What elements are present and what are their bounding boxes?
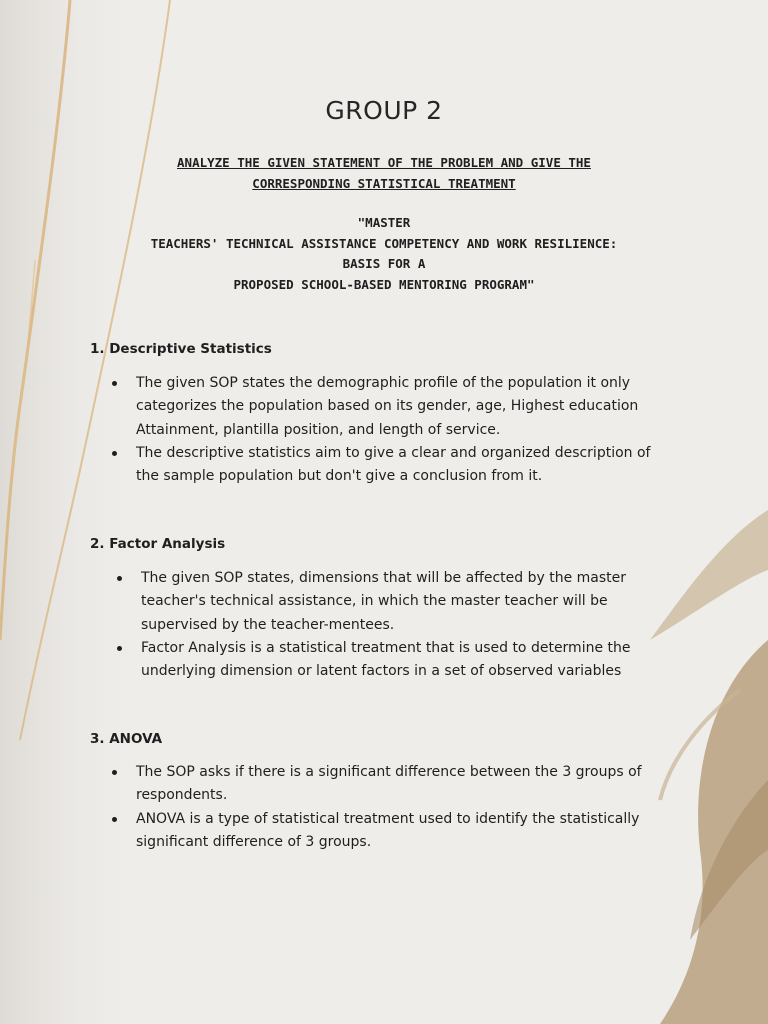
document-title: GROUP 2 bbox=[325, 96, 443, 125]
list-item-text: Factor Analysis is a statistical treatment that is used to determine the underlying dimension or latent factors in a set of observed variables bbox=[141, 639, 631, 680]
bullet-icon bbox=[112, 817, 117, 822]
list-item-text: The descriptive statistics aim to give a clear and organized description of the sample population but don't give a conclusion from it. bbox=[136, 444, 651, 485]
bullet-icon bbox=[117, 576, 122, 581]
bullet-icon bbox=[112, 770, 117, 775]
research-title-line: TEACHERS' TECHNICAL ASSISTANCE COMPETENCY AND WORK RESILIENCE: bbox=[150, 235, 618, 251]
research-title-line: BASIS FOR A bbox=[342, 256, 426, 271]
list-item bbox=[117, 567, 677, 637]
list-item bbox=[112, 808, 672, 855]
list-item bbox=[117, 637, 677, 684]
list-item bbox=[112, 372, 672, 442]
instruction-line: ANALYZE THE GIVEN STATEMENT OF THE PROBLEM AND GIVE THE bbox=[177, 155, 591, 170]
bullet-list bbox=[112, 761, 672, 854]
research-title-line: PROPOSED SCHOOL-BASED MENTORING PROGRAM" bbox=[233, 276, 535, 292]
list-item bbox=[112, 442, 672, 489]
bullet-icon bbox=[112, 381, 117, 386]
section-heading: 2. Factor Analysis bbox=[90, 536, 226, 552]
list-item-text: The SOP asks if there is a significant difference between the 3 groups of respondents. bbox=[136, 764, 642, 804]
bullet-list bbox=[112, 372, 672, 488]
research-title-line: "MASTER bbox=[357, 215, 411, 230]
instruction bbox=[100, 152, 668, 194]
section-heading: 1. Descriptive Statistics bbox=[90, 341, 272, 357]
bullet-icon bbox=[117, 646, 122, 651]
list-item-text: ANOVA is a type of statistical treatment used to identify the statistically significant difference of 3 groups. bbox=[136, 810, 640, 850]
list-item-text: The given SOP states, dimensions that will be affected by the master teacher's technical assistance, in which the master teacher will be supervised by the teacher-mentees. bbox=[141, 570, 627, 633]
list-item bbox=[112, 761, 672, 808]
bullet-list bbox=[117, 567, 677, 683]
bullet-icon bbox=[112, 451, 117, 456]
section-heading: 3. ANOVA bbox=[90, 731, 163, 747]
instruction-line: CORRESPONDING STATISTICAL TREATMENT bbox=[252, 176, 516, 191]
list-item-text: The given SOP states the demographic profile of the population it only categorizes the population based on its gender, age, Highest education Attainment, plantilla position, and length of service. bbox=[136, 375, 639, 438]
research-title bbox=[84, 213, 684, 295]
